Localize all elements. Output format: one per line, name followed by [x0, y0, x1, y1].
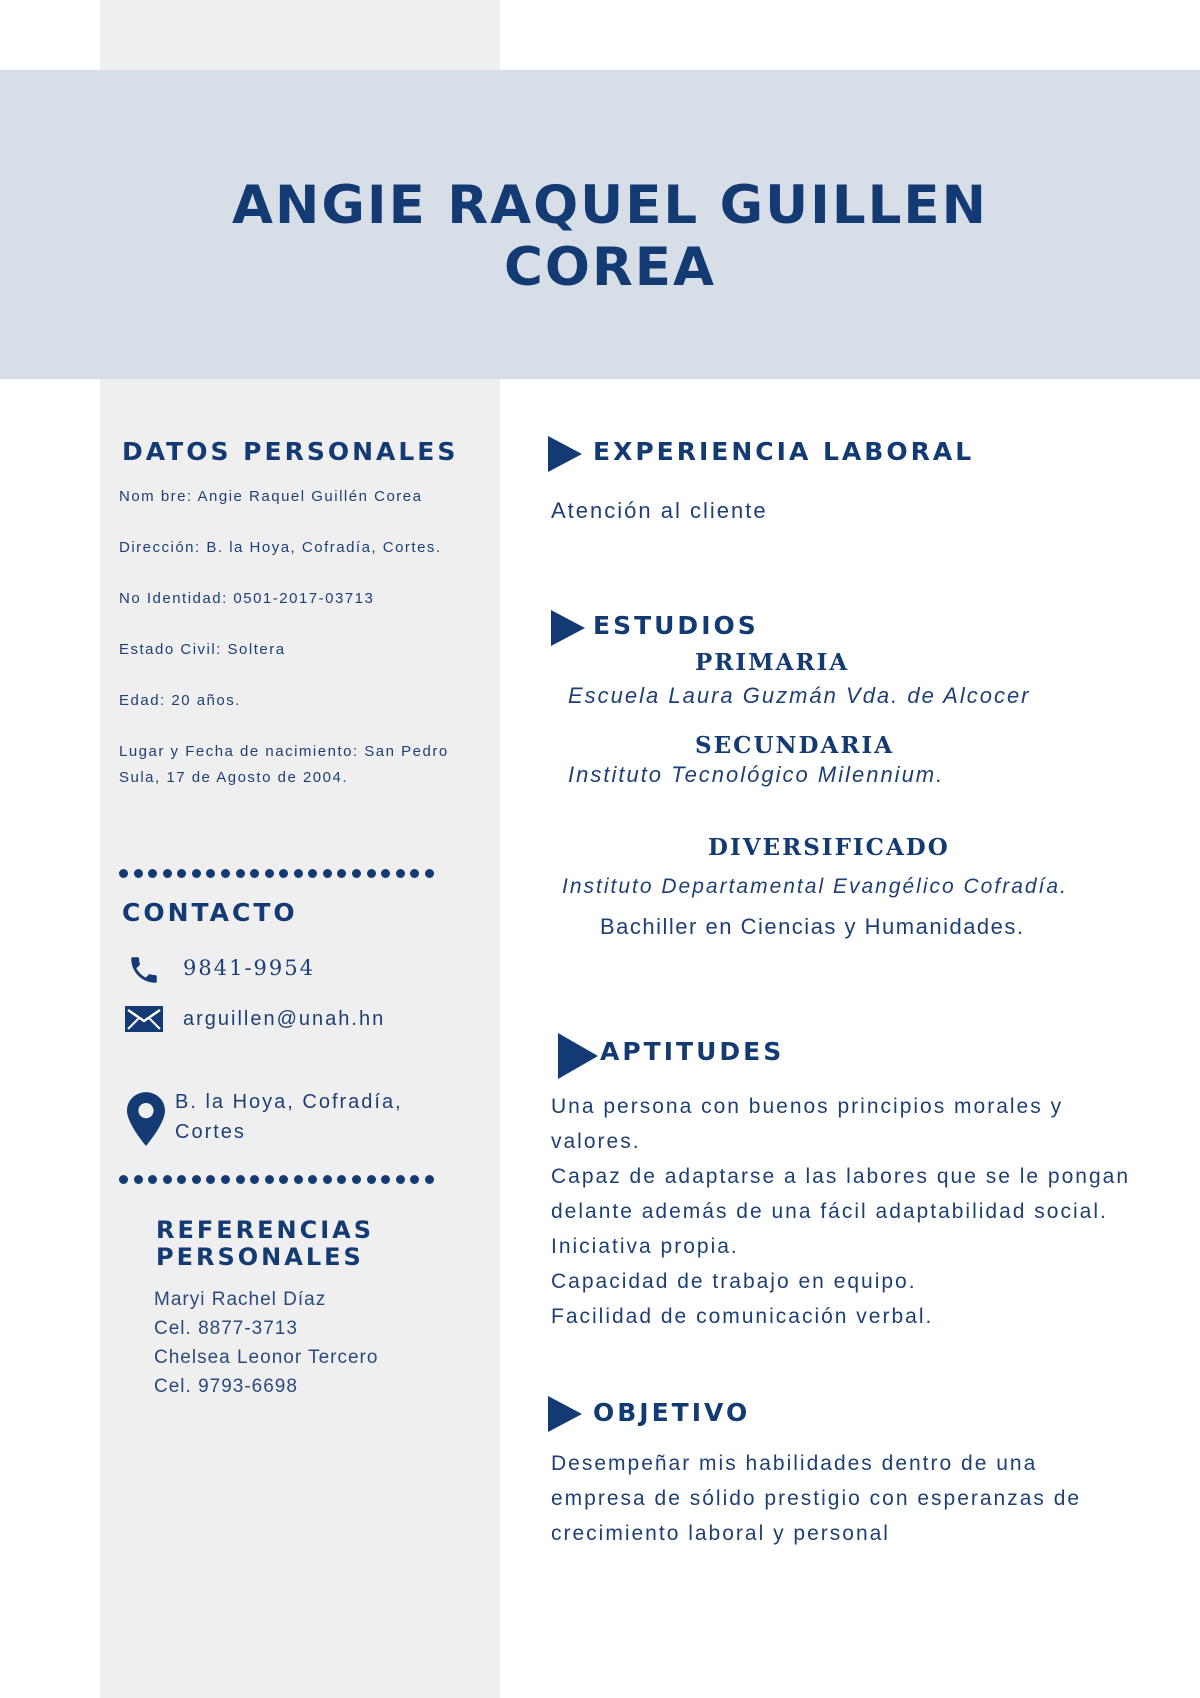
diversificado-label: DIVERSIFICADO — [708, 834, 950, 861]
secundaria-label: SECUNDARIA — [695, 732, 895, 759]
experience-heading: EXPERIENCIA LABORAL — [593, 437, 975, 466]
objective-text — [551, 1446, 1081, 1551]
dotted-divider — [119, 869, 434, 881]
triangle-bullet-icon — [551, 610, 585, 646]
secundaria-school: Instituto Tecnológico Milennium. — [568, 762, 945, 787]
skills-line: delante además de una fácil adaptabilidad social. — [551, 1200, 1108, 1223]
name-line-2: COREA — [504, 237, 716, 298]
reference-item: Chelsea Leonor Tercero — [154, 1347, 379, 1368]
name-line-1: ANGIE RAQUEL GUILLEN — [232, 175, 988, 236]
objective-heading: OBJETIVO — [593, 1398, 751, 1427]
skills-line: Capaz de adaptarse a las labores que se le pongan — [551, 1165, 1131, 1188]
skills-line: valores. — [551, 1130, 641, 1153]
triangle-bullet-icon — [548, 1396, 582, 1432]
contact-address — [175, 1087, 403, 1147]
envelope-icon — [125, 1006, 163, 1032]
skills-text — [551, 1089, 1130, 1334]
triangle-bullet-icon — [548, 436, 582, 472]
contact-address-line-1: B. la Hoya, Cofradía, — [175, 1091, 403, 1113]
contact-email: arguillen@unah.hn — [183, 1008, 386, 1030]
objective-line: crecimiento laboral y personal — [551, 1522, 890, 1545]
skills-line: Facilidad de comunicación verbal. — [551, 1305, 934, 1328]
contact-phone: 9841-9954 — [183, 956, 315, 980]
skills-line: Capacidad de trabajo en equipo. — [551, 1270, 917, 1293]
reference-item: Cel. 8877-3713 — [154, 1318, 298, 1339]
dotted-divider — [119, 1175, 434, 1187]
personal-data-heading: DATOS PERSONALES — [122, 437, 459, 466]
personal-direccion: Dirección: B. la Hoya, Cofradía, Cortes. — [119, 539, 442, 556]
primaria-label: PRIMARIA — [695, 649, 850, 676]
contact-address-line-2: Cortes — [175, 1121, 246, 1143]
contact-heading: CONTACTO — [122, 898, 298, 927]
objective-line: Desempeñar mis habilidades dentro de una — [551, 1452, 1038, 1475]
primaria-school: Escuela Laura Guzmán Vda. de Alcocer — [568, 683, 1031, 708]
personal-identidad: No Identidad: 0501-2017-03713 — [119, 590, 375, 607]
diversificado-school: Instituto Departamental Evangélico Cofradía. — [562, 875, 1068, 898]
location-pin-icon — [127, 1092, 165, 1146]
reference-item: Cel. 9793-6698 — [154, 1376, 298, 1397]
studies-heading: ESTUDIOS — [593, 611, 759, 640]
skills-line: Iniciativa propia. — [551, 1235, 739, 1258]
experience-text: Atención al cliente — [551, 498, 768, 523]
references-list — [154, 1285, 378, 1401]
personal-edad: Edad: 20 años. — [119, 692, 241, 709]
references-heading-line-2: PERSONALES — [156, 1243, 364, 1271]
reference-item: Maryi Rachel Díaz — [154, 1289, 327, 1310]
phone-icon — [127, 953, 161, 987]
personal-lugar-fecha: Lugar y Fecha de nacimiento: San Pedro Sula, 17 de Agosto de 2004. — [119, 743, 449, 786]
references-heading — [156, 1217, 374, 1271]
skills-line: Una persona con buenos principios morales y — [551, 1095, 1064, 1118]
personal-nombre: Nom bre: Angie Raquel Guillén Corea — [119, 488, 423, 505]
candidate-name — [0, 175, 1200, 299]
personal-estado-civil: Estado Civil: Soltera — [119, 641, 286, 658]
diversificado-degree: Bachiller en Ciencias y Humanidades. — [600, 914, 1025, 939]
skills-heading: APTITUDES — [600, 1037, 785, 1066]
objective-line: empresa de sólido prestigio con esperanzas de — [551, 1487, 1082, 1510]
triangle-bullet-icon — [558, 1033, 598, 1079]
references-heading-line-1: REFERENCIAS — [156, 1216, 375, 1244]
